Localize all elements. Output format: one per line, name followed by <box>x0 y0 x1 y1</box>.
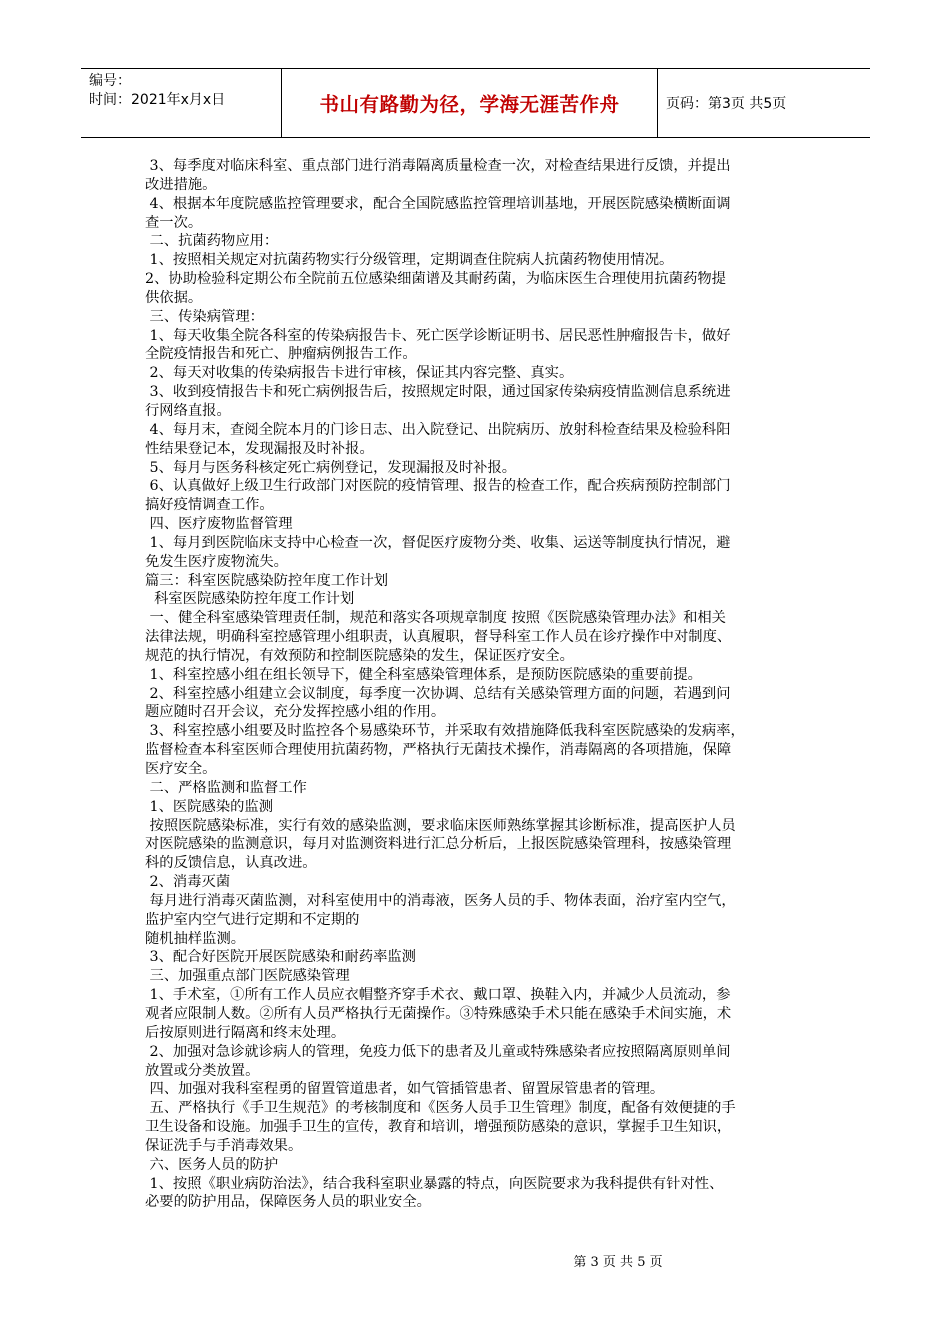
document-body <box>145 157 810 1212</box>
body-line: 搞好疫情调查工作。 <box>145 497 274 514</box>
body-line: 4、每月末，查阅全院本月的门诊日志、出入院登记、出院病历、放射科检查结果及检验科阳 <box>145 421 731 438</box>
body-line: 科的反馈信息，认真改进。 <box>145 855 317 872</box>
body-line: 1、每月到医院临床支持中心检查一次，督促医疗废物分类、收集、运送等制度执行情况，避 <box>145 534 731 551</box>
body-line: 5、每月与医务科核定死亡病例登记，发现漏报及时补报。 <box>145 459 517 476</box>
body-line: 供依据。 <box>145 289 203 306</box>
body-line: 二、严格监测和监督工作 <box>145 779 307 796</box>
body-line: 科室医院感染防控年度工作计划 <box>145 591 355 608</box>
body-line: 免发生医疗废物流失。 <box>145 553 288 570</box>
body-line: 四、医疗废物监督管理 <box>145 516 293 533</box>
body-line: 一、健全科室感染管理责任制，规范和落实各项规章制度 按照《医院感染管理办法》和相关 <box>145 610 726 627</box>
body-line: 规范的执行情况，有效预防和控制医院感染的发生，保证医疗安全。 <box>145 647 574 664</box>
document-number-label: 编号： <box>89 73 131 89</box>
body-line: 随机抽样监测。 <box>145 930 246 947</box>
page-footer: 第 3 页 共 5 页 <box>573 1255 663 1270</box>
body-line: 行网络直报。 <box>145 402 231 419</box>
body-line: 2、协助检验科定期公布全院前五位感染细菌谱及其耐药菌，为临床医生合理使用抗菌药物提 <box>145 271 726 288</box>
body-line: 全院疫情报告和死亡、肿瘤病例报告工作。 <box>145 346 417 363</box>
page-header <box>81 68 870 138</box>
header-motto: 书山有路勤为径，学海无涯苦作舟 <box>282 69 658 137</box>
body-line: 监护室内空气进行定期和不定期的 <box>145 911 360 928</box>
body-line: 篇三：科室医院感染防控年度工作计划 <box>145 572 389 589</box>
body-line: 保证洗手与手消毒效果。 <box>145 1137 303 1154</box>
body-line: 按照医院感染标准，实行有效的感染监测，要求临床医师熟练掌握其诊断标准，提高医护人员 <box>145 817 736 834</box>
header-info <box>81 69 282 137</box>
body-line: 1、医院感染的监测 <box>145 798 274 815</box>
body-line: 6、认真做好上级卫生行政部门对医院的疫情管理、报告的检查工作，配合疾病预防控制部门 <box>145 478 731 495</box>
body-line: 2、加强对急诊就诊病人的管理，免疫力低下的患者及儿童或特殊感染者应按照隔离原则单间 <box>145 1043 731 1060</box>
header-page-number: 页码：第3页 共5页 <box>666 96 787 112</box>
body-line: 3、配合好医院开展医院感染和耐药率监测 <box>145 949 416 966</box>
body-line: 1、按照《职业病防治法》，结合我科室职业暴露的特点，向医院要求为我科提供有针对性、 <box>145 1175 724 1192</box>
body-line: 放置或分类放置。 <box>145 1062 260 1079</box>
body-line: 1、科室控感小组在组长领导下，健全科室感染管理体系，是预防医院感染的重要前提。 <box>145 666 702 683</box>
body-line: 必要的防护用品，保障医务人员的职业安全。 <box>145 1194 431 1211</box>
body-line: 监督检查本科室医师合理使用抗菌药物，严格执行无菌技术操作，消毒隔离的各项措施，保障 <box>145 742 732 759</box>
body-line: 1、按照相关规定对抗菌药物实行分级管理，定期调查住院病人抗菌药物使用情况。 <box>145 252 674 269</box>
body-line: 2、每天对收集的传染病报告卡进行审核，保证其内容完整、真实。 <box>145 365 574 382</box>
body-line: 3、收到疫情报告卡和死亡病例报告后，按照规定时限，通过国家传染病疫情监测信息系统进 <box>145 384 731 401</box>
body-line: 医疗安全。 <box>145 761 217 777</box>
body-line: 3、科室控感小组要及时监控各个易感染环节，并采取有效措施降低我科室医院感染的发病率， <box>145 723 745 740</box>
body-line: 2、消毒灭菌 <box>145 874 231 891</box>
body-line: 查一次。 <box>145 214 203 231</box>
body-line: 五、严格执行《手卫生规范》的考核制度和《医务人员手卫生管理》制度，配备有效便捷的手 <box>145 1100 736 1117</box>
body-line: 3、每季度对临床科室、重点部门进行消毒隔离质量检查一次，对检查结果进行反馈，并提出 <box>145 158 731 174</box>
body-line: 对医院感染的监测意识，每月对监测资料进行汇总分析后，上报医院感染管理科，按感染管理 <box>145 836 732 853</box>
body-line: 改进措施。 <box>145 176 217 193</box>
body-line: 每月进行消毒灭菌监测，对科室使用中的消毒液，医务人员的手、物体表面，治疗室内空气， <box>145 892 736 909</box>
body-line: 性结果登记本，发现漏报及时补报。 <box>145 440 374 457</box>
body-line: 三、加强重点部门医院感染管理 <box>145 968 350 985</box>
body-line: 2、科室控感小组建立会议制度，每季度一次协调、总结有关感染管理方面的问题，若遇到问 <box>145 685 731 702</box>
body-line: 四、加强对我科室程勇的留置管道患者，如气管插管患者、留置尿管患者的管理。 <box>145 1081 665 1098</box>
body-line: 4、根据本年度院感监控管理要求，配合全国院感监控管理培训基地，开展医院感染横断面调 <box>145 195 731 212</box>
body-line: 法律法规，明确科室控感管理小组职责，认真履职，督导科室工作人员在诊疗操作中对制度、 <box>145 629 732 646</box>
body-line: 观者应限制人数。②所有人员严格执行无菌操作。③特殊感染手术只能在感染手术间实施，术 <box>145 1005 732 1022</box>
body-line: 后按原则进行隔离和终末处理。 <box>145 1024 346 1041</box>
body-line: 1、每天收集全院各科室的传染病报告卡、死亡医学诊断证明书、居民恶性肿瘤报告卡，做好 <box>145 327 731 344</box>
body-line: 1、手术室，①所有工作人员应衣帽整齐穿手术衣、戴口罩、换鞋入内，并减少人员流动，参 <box>145 987 731 1004</box>
body-line: 三、传染病管理： <box>145 308 264 325</box>
body-line: 卫生设备和设施。加强手卫生的宣传，教育和培训，增强预防感染的意识，掌握手卫生知识， <box>145 1119 732 1136</box>
body-line: 六、医务人员的防护 <box>145 1156 279 1173</box>
body-line: 题应随时召开会议，充分发挥控感小组的作用。 <box>145 704 446 721</box>
document-date-label: 时间：2021年x月x日 <box>89 92 226 108</box>
body-line: 二、抗菌药物应用： <box>145 233 279 250</box>
